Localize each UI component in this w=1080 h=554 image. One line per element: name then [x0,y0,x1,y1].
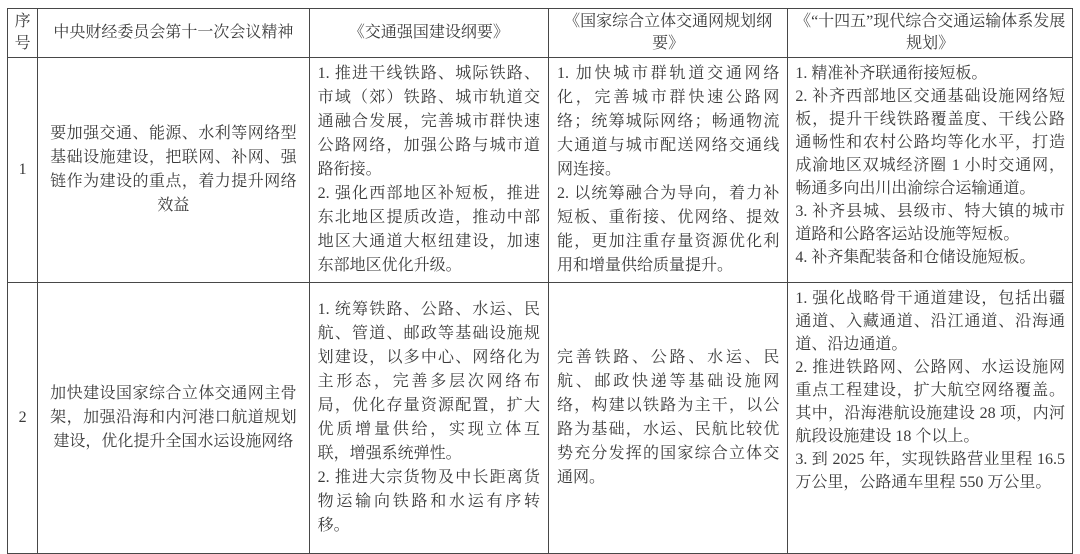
outline-cell [309,58,548,283]
five-year-plan-cell [788,283,1073,554]
five-year-plan-cell [788,58,1073,283]
header-cell-outline: 《交通强国建设纲要》 [309,9,548,58]
policy-item: 2. 补齐西部地区交通基础设施网络短板，提升干线铁路覆盖度、干线公路通畅性和农村公路均等化水平，打造成渝地区双城经济圈 1 小时交通网，畅通多向出川出渝综合运输通道。 [795,88,1065,197]
serial-number: 2 [8,283,38,554]
header-cell-network-plan: 《国家综合立体交通网规划纲要》 [549,9,788,58]
policy-item: 1. 推进干线铁路、城际铁路、市域（郊）铁路、城市轨道交通融合发展，完善城市群快速公路网络，加强公路与城市道路衔接。 [317,65,541,178]
policy-item: 4. 补齐集配装备和仓储设施短板。 [795,249,1036,266]
header-row [8,9,1073,58]
policy-item: 3. 到 2025 年，实现铁路营业里程 16.5 万公里，公路通车里程 550 万公里。 [795,451,1065,491]
header-cell-serial: 序号 [8,9,38,58]
header-cell-meeting-spirit: 中央财经委员会第十一次会议精神 [38,9,310,58]
table-row-1 [8,58,1073,283]
policy-item: 1. 加快城市群轨道交通网络化，完善城市群快速公路网络；统筹城际网络；畅通物流大通道与城市配送网络交通线网连接。 [557,65,780,178]
policy-item: 2. 推进大宗货物及中长距离货物运输向铁路和水运有序转移。 [317,469,541,534]
outline-cell [309,283,548,554]
policy-item: 2. 推进铁路网、公路网、水运设施网重点工程建设，扩大航空网络覆盖。其中，沿海港航设施建设 28 项，内河航段设施建设 18 个以上。 [795,359,1065,445]
table-row-2 [8,283,1073,554]
policy-item: 完善铁路、公路、水运、民航、邮政快递等基础设施网络，构建以铁路为主干，以公路为基础，水运、民航比较优势充分发挥的国家综合立体交通网。 [557,349,780,486]
policy-item: 1. 统筹铁路、公路、水运、民航、管道、邮政等基础设施规划建设，以多中心、网络化为主形态，完善多层次网络布局，优化存量资源配置，扩大优质增量供给，实现立体互联，增强系统弹性。 [317,301,541,462]
meeting-spirit-cell: 要加强交通、能源、水利等网络型基础设施建设，把联网、补网、强链作为建设的重点，着力提升网络效益 [38,58,310,283]
policy-item: 1. 精准补齐联通衔接短板。 [795,65,988,82]
serial-number: 1 [8,58,38,283]
meeting-spirit-cell: 加快建设国家综合立体交通网主骨架，加强沿海和内河港口航道规划建设，优化提升全国水运设施网络 [38,283,310,554]
policy-comparison-table [7,8,1073,554]
network-plan-cell [549,58,788,283]
policy-item: 1. 强化战略骨干通道建设，包括出疆通道、入藏通道、沿江通道、沿海通道、沿边通道。 [795,290,1065,353]
network-plan-cell [549,283,788,554]
header-cell-five-year-plan: 《“十四五”现代综合交通运输体系发展规划》 [788,9,1073,58]
policy-item: 2. 以统筹融合为导向，着力补短板、重衔接、优网络、提效能，更加注重存量资源优化利用和增量供给质量提升。 [557,185,780,274]
policy-item: 2. 强化西部地区补短板，推进东北地区提质改造，推动中部地区大通道大枢纽建设，加速东部地区优化升级。 [317,185,541,274]
policy-item: 3. 补齐县城、县级市、特大镇的城市道路和公路客运站设施等短板。 [795,203,1065,243]
